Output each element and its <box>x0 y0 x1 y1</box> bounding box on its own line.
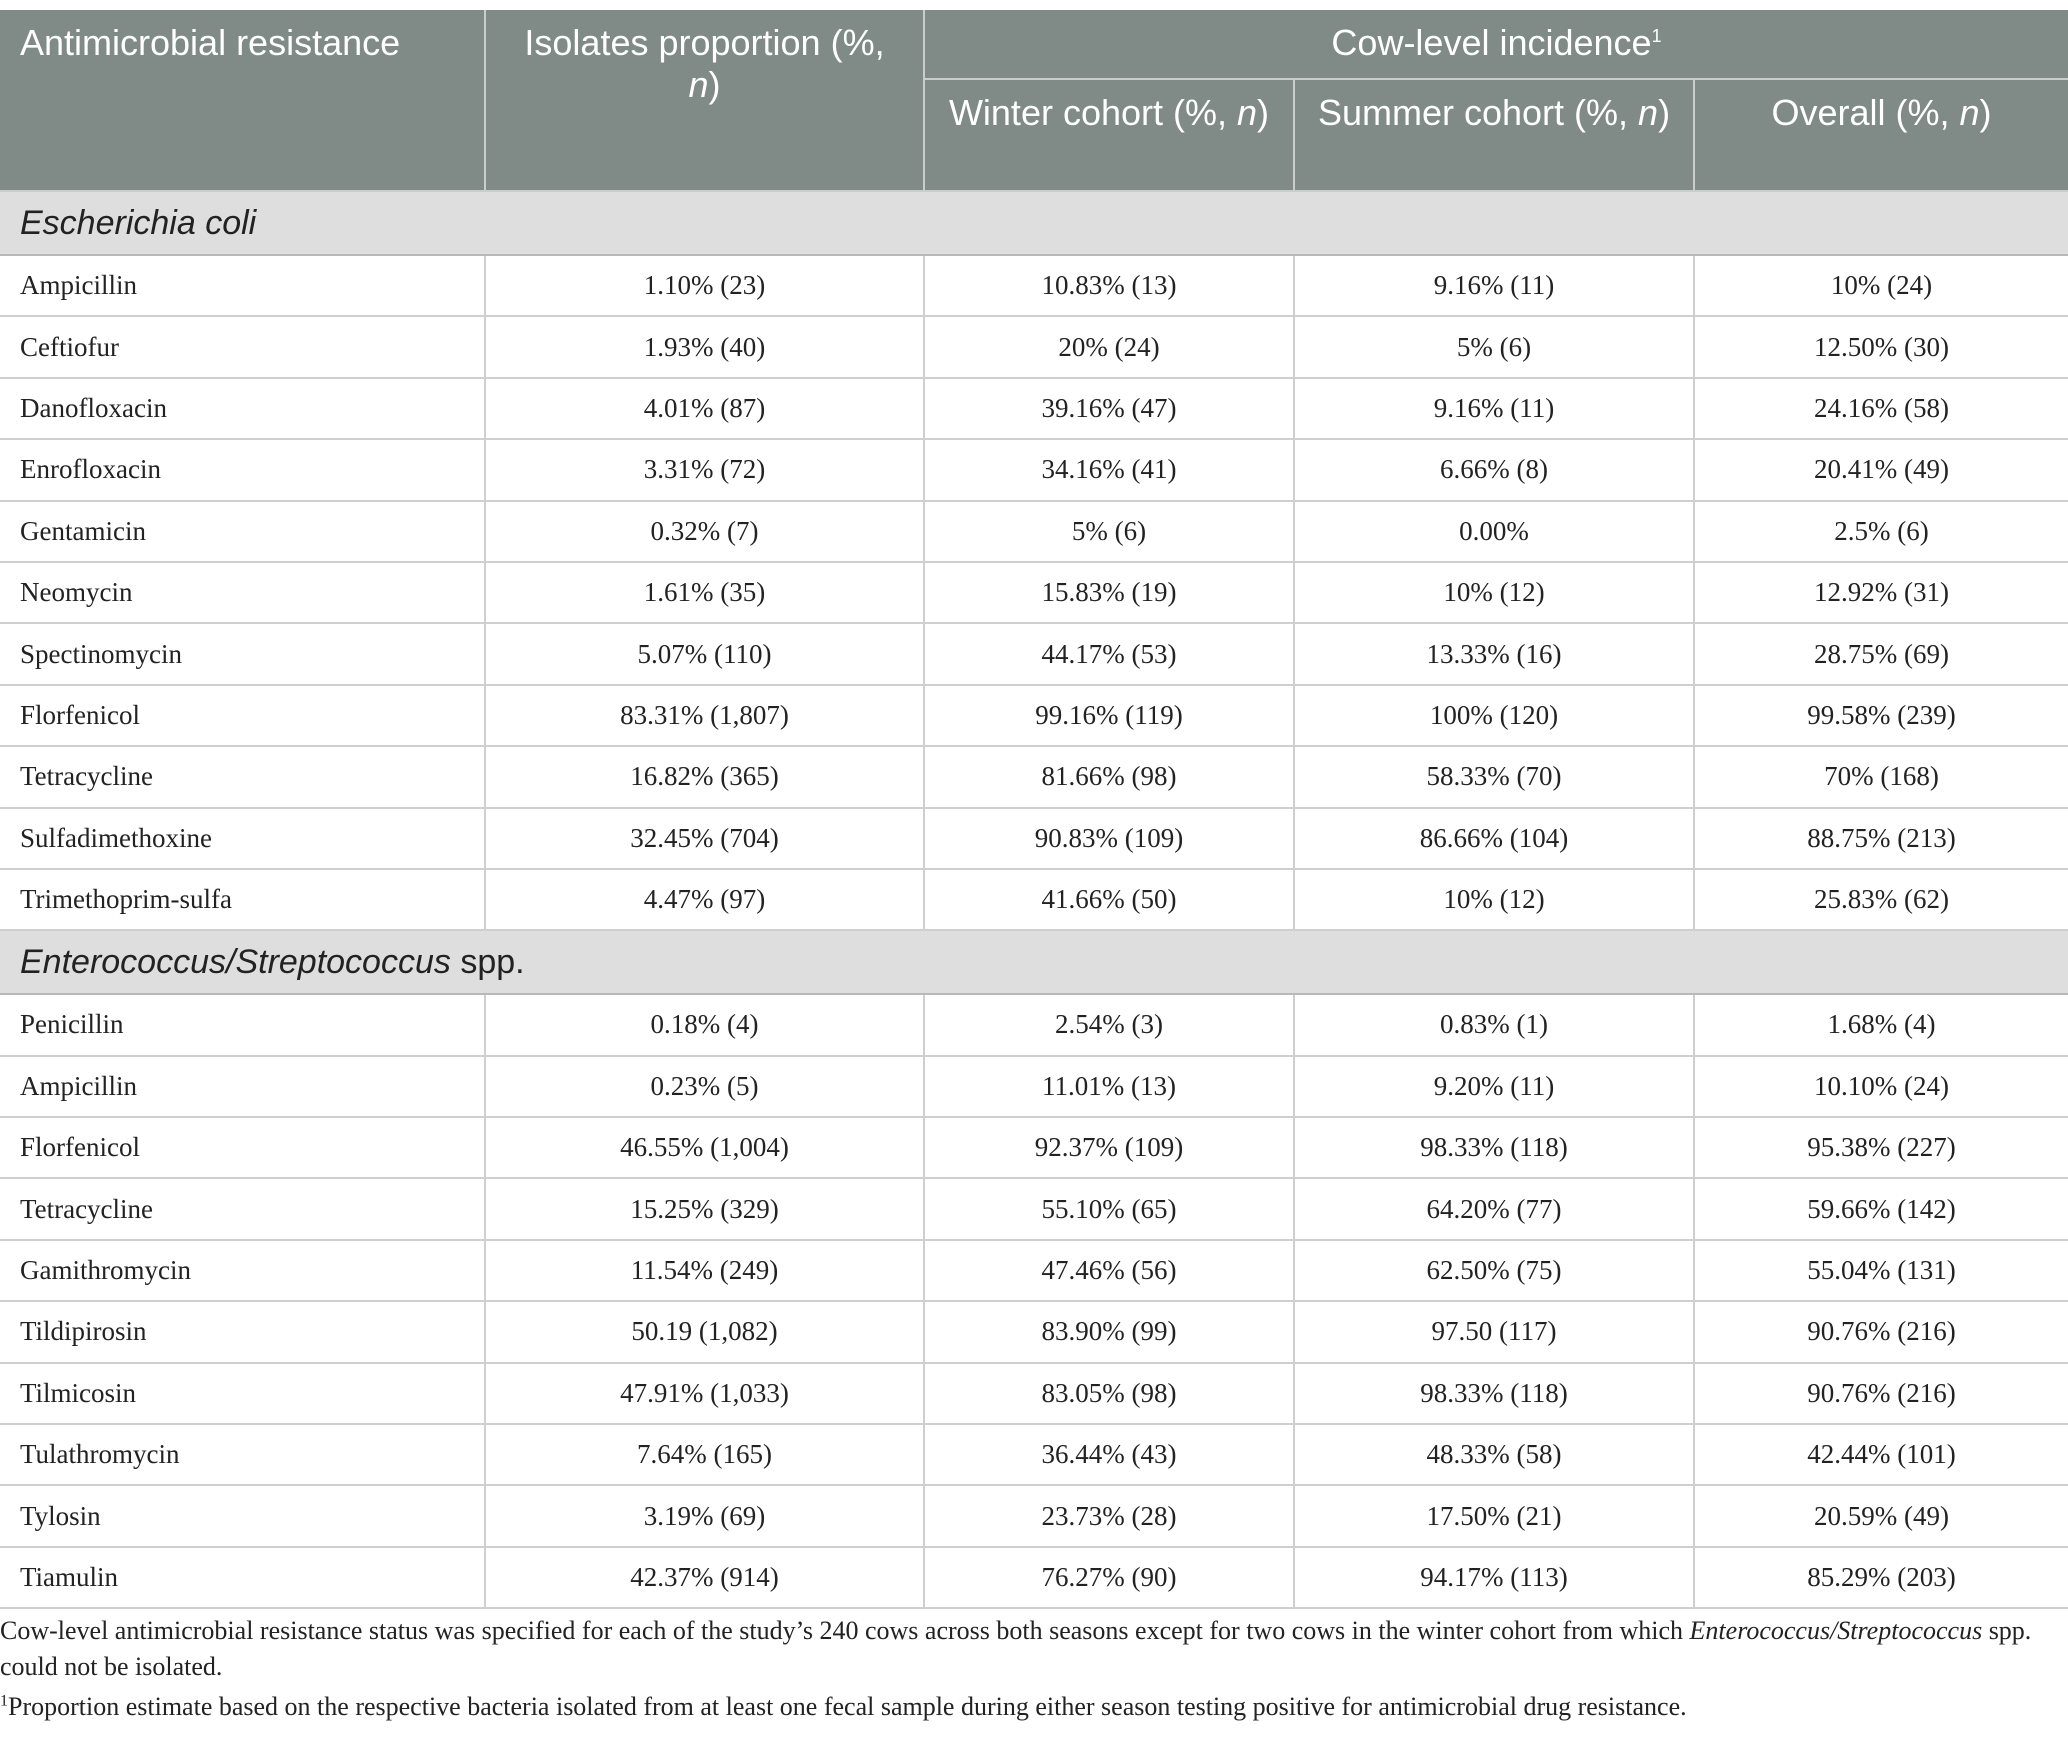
cell-isolates-proportion: 1.93% (40) <box>485 316 924 377</box>
cell-winter-cohort: 15.83% (19) <box>924 562 1294 623</box>
table-row <box>0 1301 2068 1362</box>
table-header <box>0 10 2068 191</box>
cell-winter-cohort: 76.27% (90) <box>924 1547 1294 1608</box>
cell-drug-name: Ampicillin <box>0 1056 485 1117</box>
cell-winter-cohort: 90.83% (109) <box>924 808 1294 869</box>
cell-overall: 59.66% (142) <box>1694 1178 2068 1239</box>
header-cow-level-incidence: Cow-level incidence$^1$ <box>924 10 2068 79</box>
cell-drug-name: Tulathromycin <box>0 1424 485 1485</box>
cell-overall: 24.16% (58) <box>1694 378 2068 439</box>
resistance-table <box>0 10 2068 1609</box>
cell-isolates-proportion: 83.31% (1,807) <box>485 685 924 746</box>
header-winter-cohort: Winter cohort (%, n) <box>924 79 1294 191</box>
cell-drug-name: Trimethoprim-sulfa <box>0 869 485 930</box>
cell-overall: 90.76% (216) <box>1694 1301 2068 1362</box>
cell-isolates-proportion: 15.25% (329) <box>485 1178 924 1239</box>
cell-overall: 25.83% (62) <box>1694 869 2068 930</box>
cell-winter-cohort: 55.10% (65) <box>924 1178 1294 1239</box>
cell-overall: 90.76% (216) <box>1694 1363 2068 1424</box>
cell-drug-name: Tylosin <box>0 1485 485 1546</box>
cell-summer-cohort: 98.33% (118) <box>1294 1117 1694 1178</box>
cell-summer-cohort: 0.00% <box>1294 501 1694 562</box>
cell-winter-cohort: 39.16% (47) <box>924 378 1294 439</box>
table-row <box>0 439 2068 500</box>
cell-winter-cohort: 83.05% (98) <box>924 1363 1294 1424</box>
cell-winter-cohort: 20% (24) <box>924 316 1294 377</box>
cell-drug-name: Enrofloxacin <box>0 439 485 500</box>
cell-drug-name: Tilmicosin <box>0 1363 485 1424</box>
cell-isolates-proportion: 3.31% (72) <box>485 439 924 500</box>
table-row <box>0 1363 2068 1424</box>
cell-drug-name: Florfenicol <box>0 1117 485 1178</box>
cell-drug-name: Sulfadimethoxine <box>0 808 485 869</box>
cell-summer-cohort: 62.50% (75) <box>1294 1240 1694 1301</box>
cell-overall: 55.04% (131) <box>1694 1240 2068 1301</box>
cell-summer-cohort: 0.83% (1) <box>1294 994 1694 1055</box>
cell-drug-name: Spectinomycin <box>0 623 485 684</box>
header-isolates-proportion: Isolates proportion (%, n) <box>485 10 924 191</box>
cell-winter-cohort: 11.01% (13) <box>924 1056 1294 1117</box>
cell-isolates-proportion: 0.18% (4) <box>485 994 924 1055</box>
cell-isolates-proportion: 47.91% (1,033) <box>485 1363 924 1424</box>
cell-winter-cohort: 99.16% (119) <box>924 685 1294 746</box>
cell-winter-cohort: 41.66% (50) <box>924 869 1294 930</box>
cell-isolates-proportion: 50.19 (1,082) <box>485 1301 924 1362</box>
table-row <box>0 255 2068 316</box>
table-row <box>0 869 2068 930</box>
cell-summer-cohort: 64.20% (77) <box>1294 1178 1694 1239</box>
cell-winter-cohort: 92.37% (109) <box>924 1117 1294 1178</box>
header-antimicrobial-resistance: Antimicrobial resistance <box>0 10 485 191</box>
cell-summer-cohort: 5% (6) <box>1294 316 1694 377</box>
section-row <box>0 930 2068 994</box>
cell-summer-cohort: 9.20% (11) <box>1294 1056 1694 1117</box>
section-row <box>0 191 2068 255</box>
cell-isolates-proportion: 3.19% (69) <box>485 1485 924 1546</box>
cell-overall: 10.10% (24) <box>1694 1056 2068 1117</box>
cell-overall: 70% (168) <box>1694 746 2068 807</box>
cell-isolates-proportion: 4.01% (87) <box>485 378 924 439</box>
cell-isolates-proportion: 7.64% (165) <box>485 1424 924 1485</box>
cell-overall: 99.58% (239) <box>1694 685 2068 746</box>
table-row <box>0 1547 2068 1608</box>
cell-isolates-proportion: 1.10% (23) <box>485 255 924 316</box>
resistance-table-container <box>0 10 2068 1609</box>
table-row <box>0 501 2068 562</box>
cell-drug-name: Tetracycline <box>0 1178 485 1239</box>
cell-isolates-proportion: 16.82% (365) <box>485 746 924 807</box>
cell-drug-name: Gentamicin <box>0 501 485 562</box>
section-title: Enterococcus/Streptococcus spp. <box>0 930 2068 994</box>
table-row <box>0 685 2068 746</box>
cell-winter-cohort: 2.54% (3) <box>924 994 1294 1055</box>
section-title: Escherichia coli <box>0 191 2068 255</box>
cell-winter-cohort: 44.17% (53) <box>924 623 1294 684</box>
cell-overall: 1.68% (4) <box>1694 994 2068 1055</box>
cell-overall: 42.44% (101) <box>1694 1424 2068 1485</box>
cell-summer-cohort: 48.33% (58) <box>1294 1424 1694 1485</box>
cell-summer-cohort: 13.33% (16) <box>1294 623 1694 684</box>
cell-summer-cohort: 98.33% (118) <box>1294 1363 1694 1424</box>
table-body <box>0 191 2068 1608</box>
table-row <box>0 562 2068 623</box>
cell-summer-cohort: 6.66% (8) <box>1294 439 1694 500</box>
header-summer-cohort: Summer cohort (%, n) <box>1294 79 1694 191</box>
table-row <box>0 1178 2068 1239</box>
cell-overall: 85.29% (203) <box>1694 1547 2068 1608</box>
cell-isolates-proportion: 5.07% (110) <box>485 623 924 684</box>
cell-drug-name: Tildipirosin <box>0 1301 485 1362</box>
cell-summer-cohort: 58.33% (70) <box>1294 746 1694 807</box>
footnote-general: Cow-level antimicrobial resistance status was specified for each of the study’s 240 cows across both seasons except for two cows in the winter cohort from which Enterococcus/Streptococcus spp. could not be isolated. <box>0 1616 2032 1681</box>
table-row <box>0 1424 2068 1485</box>
table-row <box>0 994 2068 1055</box>
table-footnotes <box>0 1613 2060 1725</box>
cell-drug-name: Neomycin <box>0 562 485 623</box>
cell-isolates-proportion: 0.32% (7) <box>485 501 924 562</box>
cell-summer-cohort: 97.50 (117) <box>1294 1301 1694 1362</box>
cell-summer-cohort: 9.16% (11) <box>1294 255 1694 316</box>
header-overall: Overall (%, n) <box>1694 79 2068 191</box>
cell-winter-cohort: 36.44% (43) <box>924 1424 1294 1485</box>
cell-drug-name: Tiamulin <box>0 1547 485 1608</box>
cell-drug-name: Tetracycline <box>0 746 485 807</box>
cell-drug-name: Florfenicol <box>0 685 485 746</box>
cell-drug-name: Gamithromycin <box>0 1240 485 1301</box>
cell-summer-cohort: 100% (120) <box>1294 685 1694 746</box>
footnote-1: $^1$Proportion estimate based on the respective bacteria isolated from at least one fecal sample during either season testing positive for antimicrobial drug resistance. <box>0 1692 1687 1721</box>
table-row <box>0 1117 2068 1178</box>
cell-drug-name: Danofloxacin <box>0 378 485 439</box>
cell-winter-cohort: 83.90% (99) <box>924 1301 1294 1362</box>
cell-overall: 10% (24) <box>1694 255 2068 316</box>
cell-isolates-proportion: 46.55% (1,004) <box>485 1117 924 1178</box>
cell-isolates-proportion: 1.61% (35) <box>485 562 924 623</box>
cell-summer-cohort: 10% (12) <box>1294 562 1694 623</box>
cell-summer-cohort: 17.50% (21) <box>1294 1485 1694 1546</box>
cell-isolates-proportion: 32.45% (704) <box>485 808 924 869</box>
cell-overall: 28.75% (69) <box>1694 623 2068 684</box>
cell-isolates-proportion: 0.23% (5) <box>485 1056 924 1117</box>
cell-winter-cohort: 10.83% (13) <box>924 255 1294 316</box>
cell-summer-cohort: 86.66% (104) <box>1294 808 1694 869</box>
table-row <box>0 623 2068 684</box>
table-row <box>0 378 2068 439</box>
cell-overall: 88.75% (213) <box>1694 808 2068 869</box>
cell-isolates-proportion: 11.54% (249) <box>485 1240 924 1301</box>
cell-summer-cohort: 9.16% (11) <box>1294 378 1694 439</box>
cell-winter-cohort: 34.16% (41) <box>924 439 1294 500</box>
cell-isolates-proportion: 42.37% (914) <box>485 1547 924 1608</box>
table-row <box>0 1056 2068 1117</box>
cell-overall: 20.41% (49) <box>1694 439 2068 500</box>
cell-drug-name: Ceftiofur <box>0 316 485 377</box>
cell-overall: 12.92% (31) <box>1694 562 2068 623</box>
table-row <box>0 316 2068 377</box>
table-row <box>0 746 2068 807</box>
cell-drug-name: Penicillin <box>0 994 485 1055</box>
cell-overall: 2.5% (6) <box>1694 501 2068 562</box>
cell-overall: 12.50% (30) <box>1694 316 2068 377</box>
cell-summer-cohort: 94.17% (113) <box>1294 1547 1694 1608</box>
cell-overall: 95.38% (227) <box>1694 1117 2068 1178</box>
cell-drug-name: Ampicillin <box>0 255 485 316</box>
cell-winter-cohort: 47.46% (56) <box>924 1240 1294 1301</box>
cell-overall: 20.59% (49) <box>1694 1485 2068 1546</box>
table-row <box>0 1240 2068 1301</box>
cell-summer-cohort: 10% (12) <box>1294 869 1694 930</box>
table-row <box>0 808 2068 869</box>
table-row <box>0 1485 2068 1546</box>
cell-winter-cohort: 23.73% (28) <box>924 1485 1294 1546</box>
cell-winter-cohort: 5% (6) <box>924 501 1294 562</box>
cell-isolates-proportion: 4.47% (97) <box>485 869 924 930</box>
footnote-marker: 1 <box>1651 26 1662 46</box>
cell-winter-cohort: 81.66% (98) <box>924 746 1294 807</box>
